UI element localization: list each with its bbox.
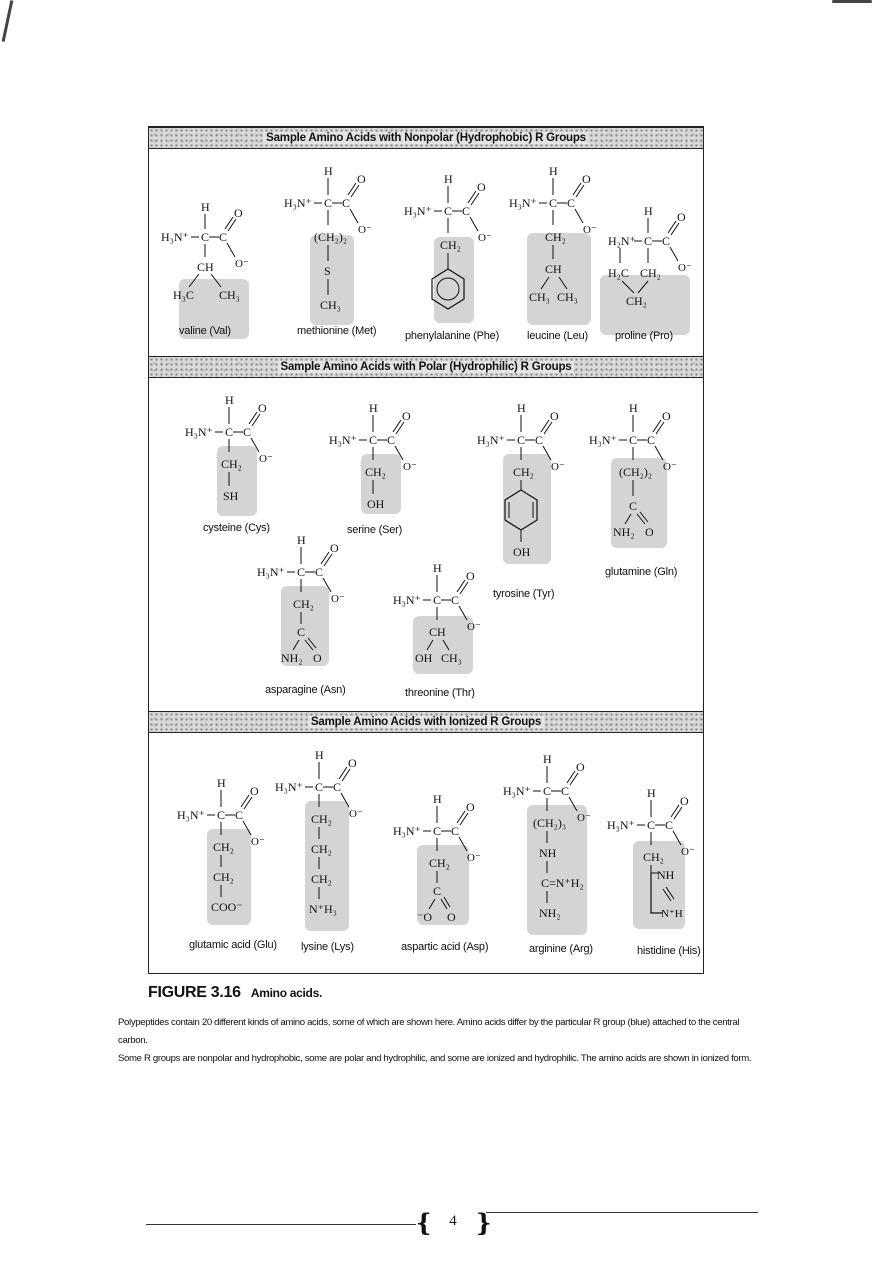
molecule-phenylalanine: [404, 169, 504, 329]
svg-text:N⁺H: N⁺H: [661, 908, 683, 920]
svg-text:H₃N⁺: H₃N⁺: [503, 784, 531, 798]
svg-text:C: C: [535, 433, 544, 447]
svg-text:O: O: [576, 760, 585, 774]
svg-text:CH₂: CH₂: [221, 457, 242, 471]
svg-text:CH₃: CH₃: [320, 298, 341, 312]
svg-text:O⁻: O⁻: [251, 836, 265, 848]
molecule-aspartic-acid: [393, 789, 493, 929]
svg-text:C: C: [315, 565, 324, 579]
page-number: 4: [449, 1213, 457, 1229]
molecule-serine: [329, 398, 429, 518]
svg-text:CH₂: CH₂: [429, 856, 450, 870]
svg-text:H₃N⁺: H₃N⁺: [607, 818, 635, 832]
svg-text:H₃N⁺: H₃N⁺: [509, 196, 537, 210]
svg-text:O⁻: O⁻: [467, 621, 481, 633]
svg-text:C: C: [543, 784, 552, 798]
svg-text:C: C: [433, 824, 442, 838]
svg-text:CH₂: CH₂: [513, 465, 534, 479]
section-header-polar-text: Sample Amino Acids with Polar (Hydrophilic) R Groups: [278, 361, 575, 373]
svg-text:C: C: [444, 204, 453, 218]
name-glutamic-acid: glutamic acid (Glu): [189, 939, 277, 951]
svg-text:H: H: [629, 401, 638, 415]
svg-text:CH₂: CH₂: [545, 230, 566, 244]
svg-text:O: O: [357, 172, 366, 186]
svg-text:H: H: [517, 401, 526, 415]
svg-text:H: H: [549, 164, 558, 178]
svg-text:O: O: [402, 409, 411, 423]
svg-text:H: H: [315, 748, 324, 762]
svg-text:H: H: [369, 401, 378, 415]
section-header-ionized: [149, 711, 703, 733]
svg-text:C: C: [201, 230, 210, 244]
svg-text:C: C: [243, 425, 252, 439]
svg-text:H: H: [433, 561, 442, 575]
svg-text:C: C: [297, 625, 306, 639]
name-histidine: histidine (His): [637, 945, 701, 957]
name-cysteine: cysteine (Cys): [203, 522, 270, 534]
name-aspartic-acid: aspartic acid (Asp): [401, 941, 489, 953]
name-arginine: arginine (Arg): [529, 943, 593, 955]
molecule-proline: [594, 201, 704, 331]
svg-text:O: O: [330, 541, 339, 555]
name-threonine: threonine (Thr): [405, 687, 475, 699]
svg-text:C: C: [517, 433, 526, 447]
svg-text:CH: CH: [429, 625, 446, 639]
svg-text:O⁻: O⁻: [259, 453, 273, 465]
molecule-histidine: [607, 783, 707, 933]
name-leucine: leucine (Leu): [527, 330, 588, 342]
footer-rule-right: [486, 1212, 758, 1213]
svg-text:C: C: [219, 230, 228, 244]
svg-text:(CH₂)₂: (CH₂)₂: [619, 465, 653, 479]
svg-text:H₃N⁺: H₃N⁺: [589, 433, 617, 447]
svg-text:SH: SH: [223, 489, 239, 503]
svg-text:OH: OH: [513, 545, 531, 559]
svg-text:CH₂: CH₂: [311, 842, 332, 856]
svg-text:O⁻: O⁻: [235, 258, 249, 270]
name-phenylalanine: phenylalanine (Phe): [405, 330, 500, 342]
svg-text:O⁻: O⁻: [663, 461, 677, 473]
svg-text:C: C: [433, 884, 442, 898]
figure-title: Amino acids.: [250, 986, 322, 1000]
svg-text:C: C: [629, 499, 638, 513]
molecule-glutamic-acid: [177, 773, 277, 933]
section-header-ionized-text: Sample Amino Acids with Ionized R Groups: [308, 716, 544, 728]
svg-text:O⁻: O⁻: [551, 461, 565, 473]
caption-line-2: Some R groups are nonpolar and hydrophobic, some are polar and hydrophilic, and some are ionized and hydrophilic. The amino acids are shown in ionized form.: [118, 1053, 752, 1064]
svg-text:H₂N⁺: H₂N⁺: [608, 234, 636, 248]
section-nonpolar: [149, 149, 703, 349]
svg-text:CH₂: CH₂: [293, 597, 314, 611]
svg-text:C: C: [315, 780, 324, 794]
svg-text:CH₂: CH₂: [640, 266, 661, 280]
svg-text:CH₂: CH₂: [643, 850, 664, 864]
molecule-lysine: [275, 745, 375, 935]
svg-text:N⁺H₃: N⁺H₃: [309, 902, 337, 916]
svg-text:H: H: [217, 776, 226, 790]
svg-text:O: O: [645, 525, 654, 539]
svg-text:H: H: [297, 533, 306, 547]
svg-text:H: H: [433, 792, 442, 806]
svg-text:C: C: [342, 196, 351, 210]
svg-text:C=N⁺H₂: C=N⁺H₂: [541, 876, 584, 890]
scan-mark-top-left: [2, 0, 14, 42]
svg-text:CH₃: CH₃: [557, 290, 578, 304]
svg-text:CH₂: CH₂: [311, 812, 332, 826]
svg-text:CH₂: CH₂: [311, 872, 332, 886]
molecule-valine: [161, 199, 261, 319]
section-header-polar: [149, 356, 703, 378]
svg-text:C: C: [662, 234, 671, 248]
svg-text:H₃N⁺: H₃N⁺: [329, 433, 357, 447]
svg-text:OH: OH: [367, 497, 385, 511]
svg-text:H: H: [444, 172, 453, 186]
svg-text:S: S: [324, 264, 331, 278]
name-lysine: lysine (Lys): [301, 941, 354, 953]
figure-label: FIGURE 3.16: [148, 984, 241, 1001]
svg-text:⁻O: ⁻O: [417, 910, 432, 924]
name-serine: serine (Ser): [347, 524, 403, 536]
svg-text:C: C: [561, 784, 570, 798]
svg-text:C: C: [333, 780, 342, 794]
svg-text:O⁻: O⁻: [478, 232, 492, 244]
svg-text:H₂C: H₂C: [608, 266, 629, 280]
amino-acid-figure: [148, 126, 704, 974]
molecule-threonine: [393, 558, 493, 678]
footer-right-brace-icon: }: [476, 1208, 492, 1237]
name-glutamine: glutamine (Gln): [605, 566, 678, 578]
svg-text:CH₃: CH₃: [529, 290, 550, 304]
svg-text:H₃N⁺: H₃N⁺: [275, 780, 303, 794]
section-ionized: [149, 733, 703, 973]
section-header-nonpolar-text: Sample Amino Acids with Nonpolar (Hydrophobic) R Groups: [263, 132, 589, 144]
footer-rule-left: [146, 1224, 416, 1225]
molecule-tyrosine: [477, 398, 577, 568]
name-methionine: methionine (Met): [297, 325, 377, 337]
molecule-asparagine: [257, 530, 357, 670]
name-proline: proline (Pro): [615, 330, 673, 342]
svg-text:CH₂: CH₂: [365, 465, 386, 479]
svg-text:O⁻: O⁻: [403, 461, 417, 473]
svg-text:OH: OH: [415, 651, 433, 665]
svg-text:H: H: [543, 752, 552, 766]
svg-text:CH: CH: [545, 262, 562, 276]
svg-text:H₃N⁺: H₃N⁺: [477, 433, 505, 447]
svg-text:CH₃: CH₃: [441, 651, 462, 665]
svg-text:NH₂: NH₂: [539, 906, 561, 920]
footer-left-brace-icon: {: [416, 1208, 432, 1237]
svg-text:H: H: [225, 393, 234, 407]
svg-text:C: C: [451, 593, 460, 607]
svg-text:O: O: [313, 651, 322, 665]
svg-text:C: C: [451, 824, 460, 838]
molecule-glutamine: [589, 398, 699, 548]
svg-text:H₃N⁺: H₃N⁺: [185, 425, 213, 439]
svg-text:CH₂: CH₂: [440, 238, 461, 252]
svg-text:C: C: [629, 433, 638, 447]
svg-text:C: C: [647, 433, 656, 447]
svg-text:O: O: [348, 756, 357, 770]
name-asparagine: asparagine (Asn): [265, 684, 346, 696]
svg-text:C: C: [297, 565, 306, 579]
svg-text:C: C: [665, 818, 674, 832]
svg-text:C: C: [235, 808, 244, 822]
svg-text:C: C: [462, 204, 471, 218]
svg-text:H₃N⁺: H₃N⁺: [257, 565, 285, 579]
svg-text:O: O: [677, 210, 686, 224]
svg-text:C: C: [225, 425, 234, 439]
svg-text:COO⁻: COO⁻: [211, 900, 243, 914]
svg-text:O⁻: O⁻: [583, 224, 597, 236]
svg-text:O⁻: O⁻: [331, 593, 345, 605]
molecule-methionine: [284, 161, 384, 331]
svg-text:CH₂: CH₂: [213, 870, 234, 884]
svg-text:O⁻: O⁻: [681, 846, 695, 858]
svg-text:C: C: [567, 196, 576, 210]
svg-text:H₃N⁺: H₃N⁺: [177, 808, 205, 822]
svg-text:O: O: [250, 784, 259, 798]
svg-text:O: O: [680, 794, 689, 808]
svg-text:H: H: [201, 200, 210, 214]
scan-mark-top-right: [832, 0, 872, 3]
svg-text:H: H: [647, 786, 656, 800]
svg-text:O: O: [582, 172, 591, 186]
svg-text:(CH₂)₂: (CH₂)₂: [314, 230, 348, 244]
svg-text:NH₂: NH₂: [613, 525, 635, 539]
svg-text:C: C: [433, 593, 442, 607]
svg-text:O: O: [466, 569, 475, 583]
svg-text:H₃N⁺: H₃N⁺: [393, 593, 421, 607]
svg-text:CH₂: CH₂: [626, 294, 647, 308]
svg-text:H₃N⁺: H₃N⁺: [404, 204, 432, 218]
svg-text:C: C: [644, 234, 653, 248]
caption-line-1: Polypeptides contain 20 different kinds of amino acids, some of which are shown here. Amino acids differ by the particular R group (blue) attached to the central carbon.: [118, 1017, 740, 1046]
svg-text:H₃N⁺: H₃N⁺: [284, 196, 312, 210]
name-tyrosine: tyrosine (Tyr): [493, 588, 555, 600]
svg-text:C: C: [324, 196, 333, 210]
svg-text:H₃N⁺: H₃N⁺: [161, 230, 189, 244]
svg-text:NH: NH: [539, 846, 557, 860]
section-header-nonpolar: [149, 127, 703, 149]
svg-text:H: H: [644, 204, 653, 218]
svg-text:H₃C: H₃C: [173, 288, 194, 302]
svg-text:CH₂: CH₂: [213, 840, 234, 854]
svg-text:H₃N⁺: H₃N⁺: [393, 824, 421, 838]
svg-text:H: H: [324, 164, 333, 178]
svg-text:O: O: [447, 910, 456, 924]
svg-text:O: O: [258, 401, 267, 415]
svg-text:O⁻: O⁻: [349, 808, 363, 820]
svg-text:O: O: [466, 800, 475, 814]
svg-text:C: C: [387, 433, 396, 447]
name-valine: valine (Val): [179, 325, 231, 337]
svg-text:NH: NH: [657, 868, 675, 882]
svg-text:O⁻: O⁻: [678, 262, 692, 274]
svg-text:O: O: [662, 409, 671, 423]
molecule-arginine: [503, 749, 613, 939]
svg-text:C: C: [647, 818, 656, 832]
svg-text:CH: CH: [197, 260, 214, 274]
figure-caption-title: [148, 984, 322, 1002]
figure-caption-body: [118, 1014, 758, 1068]
svg-text:C: C: [369, 433, 378, 447]
molecule-cysteine: [185, 390, 285, 520]
svg-text:C: C: [549, 196, 558, 210]
section-polar: [149, 378, 703, 708]
svg-text:C: C: [217, 808, 226, 822]
svg-text:O⁻: O⁻: [358, 224, 372, 236]
svg-text:O⁻: O⁻: [467, 852, 481, 864]
svg-text:O⁻: O⁻: [577, 812, 591, 824]
svg-text:CH₃: CH₃: [219, 288, 240, 302]
svg-text:(CH₂)₃: (CH₂)₃: [533, 816, 567, 830]
svg-text:NH₂: NH₂: [281, 651, 303, 665]
svg-text:O: O: [477, 180, 486, 194]
svg-text:O: O: [550, 409, 559, 423]
svg-text:O: O: [234, 206, 243, 220]
